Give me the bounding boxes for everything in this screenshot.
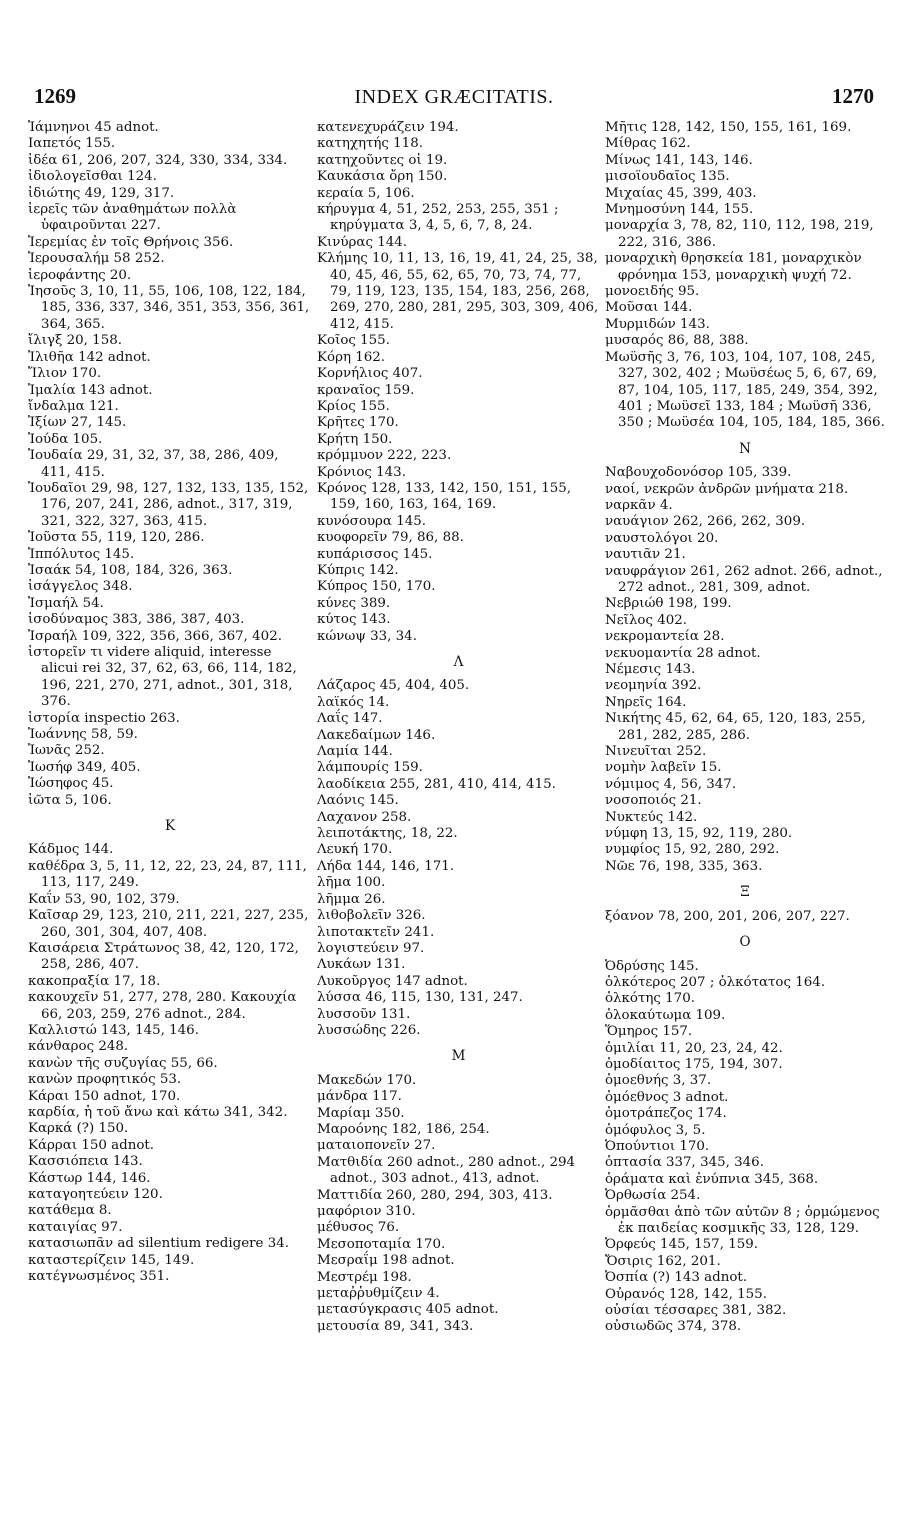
column-3: [605, 120, 885, 1336]
index-entry: Λακεδαίμων 146.: [317, 727, 436, 743]
index-entry: Ὀπούντιοι 170.: [605, 1138, 710, 1154]
page-number-right: 1270: [832, 84, 874, 108]
index-entry: Κρῆτες 170.: [317, 415, 399, 431]
index-entry: μυσαρός 86, 88, 388.: [605, 333, 749, 349]
index-entry: κήρυγμα 4, 51, 252, 253, 255, 351 ; κηρύγματα 3, 4, 5, 6, 7, 8, 24.: [317, 202, 559, 234]
index-entry: Μοῦσαι 144.: [605, 300, 693, 316]
index-entry: ὁρμᾶσθαι ἀπὸ τῶν αὐτῶν 8 ; ὁρμώμενος ἐκ παιδείας κοσμικῆς 33, 128, 129.: [605, 1204, 880, 1236]
index-entry: ὁμιλίαι 11, 20, 23, 24, 42.: [605, 1040, 783, 1056]
index-entry: Μαροόνης 182, 186, 254.: [317, 1121, 490, 1137]
index-entry: Ἰσραήλ 109, 322, 356, 366, 367, 402.: [28, 628, 282, 644]
index-entry: κύτος 143.: [317, 612, 391, 628]
index-entry: Ὀδρύσης 145.: [605, 958, 699, 974]
index-entry: ὁμοεθνής 3, 37.: [605, 1073, 712, 1089]
index-entry: κραναῖος 159.: [317, 382, 415, 398]
entries-omicron: [605, 959, 885, 1336]
index-entry: κύνες 389.: [317, 595, 391, 611]
index-entry: κατάθεμα 8.: [28, 1203, 112, 1219]
index-entry: Λαΐς 147.: [317, 711, 383, 727]
index-entry: λυσσοῦν 131.: [317, 1006, 411, 1022]
index-entry: λυσσώδης 226.: [317, 1022, 421, 1038]
index-entry: Ὀρθωσία 254.: [605, 1188, 701, 1204]
section-letter-omicron: O: [739, 934, 751, 951]
index-entry: ὀπτασία 337, 345, 346.: [605, 1155, 764, 1171]
index-entry: Ἰησοῦς 3, 10, 11, 55, 106, 108, 122, 184, 185, 336, 337, 346, 351, 353, 356, 361, 364, 365.: [28, 284, 310, 332]
index-entry: Καρκά (?) 150.: [28, 1121, 129, 1137]
index-entry: Λήδα 144, 146, 171.: [317, 858, 455, 874]
index-entry: Κρόνος 128, 133, 142, 150, 151, 155, 159, 160, 163, 164, 169.: [317, 480, 572, 513]
index-entry: Κάδμος 144.: [28, 842, 114, 858]
index-entry: Μιχαίας 45, 399, 403.: [605, 185, 757, 201]
index-entry: λύσσα 46, 115, 130, 131, 247.: [317, 990, 523, 1006]
index-entry: ἰῶτα 5, 106.: [28, 792, 112, 808]
section-letter-nu: N: [739, 440, 751, 457]
index-entry: κυνόσουρα 145.: [317, 513, 427, 529]
index-entry: νυμφίος 15, 92, 280, 292.: [605, 842, 780, 858]
index-entry: μεταῤῥυθμίζειν 4.: [317, 1286, 440, 1302]
index-entry: ὁλκότερος 207 ; ὁλκότατος 164.: [605, 974, 826, 990]
index-entry: ἰσάγγελος 348.: [28, 579, 133, 595]
index-entry: ἰδέα 61, 206, 207, 324, 330, 334, 334.: [28, 152, 288, 168]
index-entry: καθέδρα 3, 5, 11, 12, 22, 23, 24, 87, 111, 113, 117, 249.: [28, 858, 307, 891]
index-entry: καταιγίας 97.: [28, 1219, 123, 1235]
index-entry: Μακεδών 170.: [317, 1072, 417, 1088]
index-entry: Κάραι 150 adnot, 170.: [28, 1088, 181, 1104]
index-entry: κανὼν τῆς συζυγίας 55, 66.: [28, 1055, 218, 1071]
index-entry: Κύπρις 142.: [317, 562, 399, 578]
index-entry: Κινύρας 144.: [317, 234, 408, 250]
index-entry: Ὀρφεύς 145, 157, 159.: [605, 1237, 759, 1253]
index-entry: Ἰουδαῖοι 29, 98, 127, 132, 133, 135, 152, 176, 207, 241, 286, adnot., 317, 319, 321, 322, 327, 363, 415.: [28, 480, 309, 529]
index-entry: λαοδίκεια 255, 281, 410, 414, 415.: [317, 776, 556, 792]
index-entry: Μεσοποταμία 170.: [317, 1236, 446, 1252]
index-entry: νύμφη 13, 15, 92, 119, 280.: [605, 826, 793, 842]
index-entry: Λάζαρος 45, 404, 405.: [317, 678, 470, 694]
index-entry: Καῖσαρ 29, 123, 210, 211, 221, 227, 235, 260, 301, 304, 407, 408.: [28, 908, 309, 940]
column-2: [317, 120, 600, 1335]
index-entry: νεκυομαντία 28 adnot.: [605, 645, 761, 661]
index-entry: Μεστρέμ 198.: [317, 1269, 412, 1285]
index-entry: Λυκοῦργος 147 adnot.: [317, 973, 468, 989]
index-entry: νοσοποιός 21.: [605, 793, 702, 809]
index-entry: Νυκτεύς 142.: [605, 809, 698, 825]
index-entry: Ἱππόλυτος 145.: [28, 546, 135, 562]
index-entry: λαϊκός 14.: [317, 694, 390, 710]
index-entry: μετουσία 89, 341, 343.: [317, 1318, 474, 1334]
index-entry: Ἰωάννης 58, 59.: [28, 727, 138, 743]
index-entry: ναυάγιον 262, 266, 262, 309.: [605, 514, 806, 530]
index-entry: μέθυσος 76.: [317, 1220, 400, 1236]
index-entry: μετασύγκρασις 405 adnot.: [317, 1302, 499, 1318]
index-entry: ἰσοδύναμος 383, 386, 387, 403.: [28, 612, 245, 628]
index-entry: Ἰλιθῆα 142 adnot.: [28, 349, 151, 365]
index-entry: Νέμεσις 143.: [605, 662, 696, 677]
index-entry: λειποτάκτης, 18, 22.: [317, 826, 458, 842]
index-entry: ὁμοδίαιτος 175, 194, 307.: [605, 1056, 783, 1072]
index-entry: Καΐν 53, 90, 102, 379.: [28, 891, 180, 907]
index-entry: καταγοητεύειν 120.: [28, 1187, 163, 1202]
index-entry: Ματθιδία 260 adnot., 280 adnot., 294 adnot., 303 adnot., 413, adnot.: [317, 1154, 576, 1187]
index-entry: μοναρχικὴ θρησκεία 181, μοναρχικὸν φρόνημα 153, μοναρχικὴ ψυχή 72.: [605, 251, 862, 283]
index-entry: μισοϊουδαῖος 135.: [605, 169, 730, 185]
index-entry: Μωϋσῆς 3, 76, 103, 104, 107, 108, 245, 327, 302, 402 ; Μωϋσέως 5, 6, 67, 69, 87, 104, 105, 117, 185, 249, 354, 392, 401 ; Μωϋσεῖ 133, 184 ; Μωϋσῆ 336, 350 ; Μωϋσέα 104, 105, 184, 185, 366.: [605, 349, 885, 431]
index-entry: Ἰώσηφος 45.: [28, 776, 114, 792]
index-entry: ἱστορία inspectio 263.: [28, 710, 180, 726]
index-entry: Μῆτις 128, 142, 150, 155, 161, 169.: [605, 120, 852, 135]
index-entry: ὁμοτράπεζος 174.: [605, 1106, 727, 1122]
index-entry: Μνημοσύνη 144, 155.: [605, 202, 754, 218]
index-entry: κατηχοῦντες οἱ 19.: [317, 152, 448, 168]
section-letter-lambda: Λ: [453, 654, 464, 670]
index-entry: κεραία 5, 106.: [317, 185, 415, 201]
index-entry: Νηρεῖς 164.: [605, 694, 687, 710]
index-entry: λῆμμα 26.: [317, 891, 386, 907]
index-entry: Ὅμηρος 157.: [605, 1024, 693, 1040]
index-entry: ἱεροφάντης 20.: [28, 267, 132, 283]
index-entry: λάμπουρίς 159.: [317, 760, 423, 776]
index-entry: Κρίος 155.: [317, 398, 390, 414]
index-entry: ἱστορεῖν τι videre aliquid, interesse alicui rei 32, 37, 62, 63, 66, 114, 182, 196, 221, 270, 271, adnot., 301, 318, 376.: [28, 645, 297, 710]
column-1: [28, 120, 312, 1285]
index-entry: νεομηνία 392.: [605, 678, 702, 694]
index-entry: ὁλοκαύτωμα 109.: [605, 1007, 726, 1023]
index-entry: ματαιοπονεῖν 27.: [317, 1138, 436, 1154]
index-entry: Νεβριώθ 198, 199.: [605, 596, 732, 612]
index-entry: Κάρραι 150 adnot.: [28, 1137, 155, 1153]
index-entry: κακουχεῖν 51, 277, 278, 280. Κακουχία 66, 203, 259, 276 adnot., 284.: [28, 990, 297, 1022]
index-entry: Νικήτης 45, 62, 64, 65, 120, 183, 255, 281, 282, 285, 286.: [605, 711, 866, 743]
index-entry: ἰδιώτης 49, 129, 317.: [28, 185, 175, 201]
section-letter-mu: M: [451, 1048, 466, 1065]
index-entry: ἴνδαλμα 121.: [28, 398, 119, 414]
index-entry: ναυτιᾶν 21.: [605, 547, 686, 563]
entries-lambda: [317, 678, 600, 1039]
index-entry: Μαρίαμ 350.: [317, 1105, 405, 1121]
entries-kappa-cont: [317, 120, 600, 645]
index-entry: Λαμία 144.: [317, 744, 393, 760]
index-entry: καρδία, ἡ τοῦ ἄνω καὶ κάτω 341, 342.: [28, 1104, 288, 1120]
index-entry: Ἰούδα 105.: [28, 431, 103, 447]
index-entry: Κοῖος 155.: [317, 333, 390, 349]
index-entry: Κρήτη 150.: [317, 431, 393, 447]
index-entry: Ιαπετός 155.: [28, 136, 116, 152]
entries-nu: [605, 465, 885, 875]
index-entry: Νινευῖται 252.: [605, 744, 707, 760]
entries-iota: [28, 120, 312, 809]
index-entry: Μυρμιδών 143.: [605, 316, 710, 332]
index-entry: κατέγνωσμένος 351.: [28, 1269, 170, 1285]
index-entry: Ναβουχοδονόσορ 105, 339.: [605, 465, 792, 481]
index-entry: Ἱερουσαλήμ 58 252.: [28, 251, 165, 267]
index-entry: κώνωψ 33, 34.: [317, 628, 417, 644]
index-entry: μονοειδής 95.: [605, 284, 700, 300]
index-entry: Ὀσπία (?) 143 adnot.: [605, 1270, 748, 1286]
entries-kappa: [28, 842, 312, 1285]
index-entry: Ἰωνᾶς 252.: [28, 743, 105, 759]
index-entry: Μίνως 141, 143, 146.: [605, 152, 753, 168]
index-entry: Ἰουδαία 29, 31, 32, 37, 38, 286, 409, 411, 415.: [28, 448, 279, 480]
index-entry: λιποτακτεῖν 241.: [317, 924, 435, 940]
entries-mu: [317, 1073, 600, 1336]
index-entry: Κρόνιος 143.: [317, 464, 406, 480]
index-entry: Κόρη 162.: [317, 349, 386, 365]
index-entry: Ἱερεμίας ἐν τοῖς Θρήνοις 356.: [28, 234, 234, 250]
index-entry: καταστερίζειν 145, 149.: [28, 1252, 195, 1268]
index-entry: Ἰσαάκ 54, 108, 184, 326, 363.: [28, 562, 233, 578]
index-entry: ἴλιγξ 20, 158.: [28, 333, 122, 349]
index-entry: Ἰξίων 27, 145.: [28, 415, 127, 431]
index-entry: νεκρομαντεία 28.: [605, 629, 725, 645]
index-entry: Ὄσιρις 162, 201.: [605, 1253, 721, 1269]
index-entry: ναυφράγιον 261, 262 adnot. 266, adnot., 272 adnot., 281, 309, adnot.: [605, 563, 883, 595]
index-entry: κακοπραξία 17, 18.: [28, 973, 161, 989]
index-entry: μαφόριον 310.: [317, 1204, 416, 1219]
index-entry: ἰδιολογεῖσθαι 124.: [28, 169, 157, 185]
entries-xi: [605, 909, 885, 925]
index-entry: Κύπρος 150, 170.: [317, 579, 436, 595]
page-header: [34, 84, 874, 116]
index-entry: λιθοβολεῖν 326.: [317, 908, 426, 924]
index-entry: ὁλκότης 170.: [605, 991, 695, 1007]
index-entry: ἱερεῖς τῶν ἀναθημάτων πολλὰ ὑφαιροῦνται 227.: [28, 202, 237, 234]
running-title: INDEX GRÆCITATIS.: [354, 86, 554, 108]
index-entry: Οὐρανός 128, 142, 155.: [605, 1286, 767, 1302]
index-entry: Μεσραΐμ 198 adnot.: [317, 1253, 455, 1269]
index-entry: Κορνήλιος 407.: [317, 366, 423, 382]
section-letter-xi: Ξ: [740, 884, 750, 901]
index-entry: ναρκᾶν 4.: [605, 497, 673, 513]
index-entry: οὐσίαι τέσσαρες 381, 382.: [605, 1303, 787, 1319]
index-entry: Νῶε 76, 198, 335, 363.: [605, 858, 763, 874]
index-entry: μάνδρα 117.: [317, 1089, 402, 1105]
index-entry: Καυκάσια ὄρη 150.: [317, 169, 448, 185]
index-entry: κάνθαρος 248.: [28, 1039, 129, 1055]
index-entry: Κάστωρ 144, 146.: [28, 1170, 151, 1186]
index-entry: Ἰωσήφ 349, 405.: [28, 759, 141, 775]
index-entry: μοναρχία 3, 78, 82, 110, 112, 198, 219, 222, 316, 386.: [605, 218, 874, 250]
section-letter-k: K: [164, 818, 176, 835]
index-entry: Μίθρας 162.: [605, 136, 691, 152]
index-entry: λογιστεύειν 97.: [317, 940, 425, 956]
index-entry: νομὴν λαβεῖν 15.: [605, 760, 722, 776]
index-entry: Ἰσμαήλ 54.: [28, 595, 104, 611]
index-entry: ναυστολόγοι 20.: [605, 530, 719, 546]
index-entry: νόμιμος 4, 56, 347.: [605, 776, 737, 792]
index-entry: Καλλιστώ 143, 145, 146.: [28, 1022, 199, 1038]
index-entry: Ἰοῦστα 55, 119, 120, 286.: [28, 530, 205, 546]
index-entry: Λαχανον 258.: [317, 809, 412, 825]
index-entry: κατηχητής 118.: [317, 136, 423, 152]
entries-mu-cont: [605, 120, 885, 432]
index-entry: Ἰάμνηνοι 45 adnot.: [28, 120, 159, 135]
index-entry: Ἰμαλία 143 adnot.: [28, 382, 153, 398]
index-entry: ξόανον 78, 200, 201, 206, 207, 227.: [605, 908, 850, 924]
index-entry: κρόμμυον 222, 223.: [317, 448, 452, 464]
index-entry: ὁμόεθνος 3 adnot.: [605, 1089, 729, 1105]
index-entry: ὁμόφυλος 3, 5.: [605, 1122, 706, 1138]
index-entry: Ματτιδία 260, 280, 294, 303, 413.: [317, 1187, 553, 1203]
index-entry: Καισάρεια Στράτωνος 38, 42, 120, 172, 258, 286, 407.: [28, 940, 299, 973]
index-entry: Κασσιόπεια 143.: [28, 1154, 143, 1170]
index-entry: ναοί, νεκρῶν ἀνδρῶν μνήματα 218.: [605, 481, 849, 497]
index-entry: λῆμα 100.: [317, 875, 386, 891]
index-entry: Κλήμης 10, 11, 13, 16, 19, 41, 24, 25, 38, 40, 45, 46, 55, 62, 65, 70, 73, 74, 77, 79, 119, 123, 135, 154, 183, 256, 268, 269, 270, 280, 281, 295, 303, 309, 406, 412, 415.: [317, 251, 599, 332]
index-entry: Ἴλιον 170.: [28, 366, 102, 382]
index-entry: Νεῖλος 402.: [605, 612, 688, 628]
index-columns: [28, 120, 885, 1520]
index-entry: οὐσιωδῶς 374, 378.: [605, 1319, 742, 1335]
index-entry: κανὼν προφητικός 53.: [28, 1072, 182, 1088]
index-entry: Λευκή 170.: [317, 842, 393, 858]
index-entry: ὁράματα καὶ ἐνύπνια 345, 368.: [605, 1171, 819, 1187]
index-entry: κατενεχυράζειν 194.: [317, 120, 459, 135]
index-entry: Λυκάων 131.: [317, 957, 406, 973]
page-number-left: 1269: [34, 84, 76, 108]
index-entry: κυοφορεῖν 79, 86, 88.: [317, 530, 464, 546]
index-entry: κατασιωπᾶν ad silentium redigere 34.: [28, 1236, 290, 1252]
index-entry: Λαόνις 145.: [317, 793, 399, 809]
index-entry: κυπάρισσος 145.: [317, 546, 433, 562]
